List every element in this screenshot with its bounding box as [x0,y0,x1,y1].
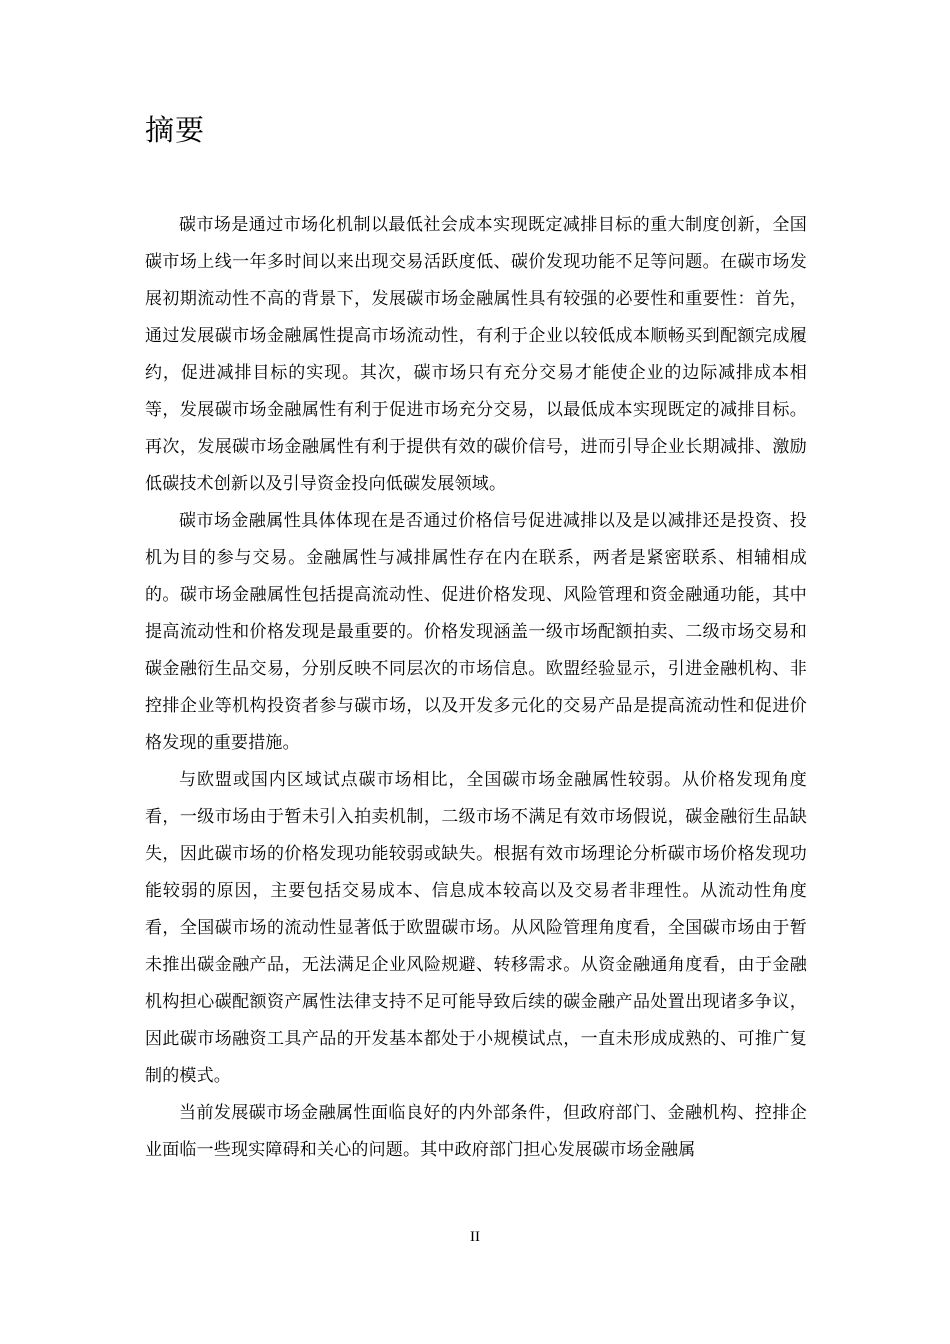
paragraph-3: 与欧盟或国内区域试点碳市场相比，全国碳市场金融属性较弱。从价格发现角度看，一级市场由于暂未引入拍卖机制，二级市场不满足有效市场假说，碳金融衍生品缺失，因此碳市场的价格发现功能较弱或缺失。根据有效市场理论分析碳市场价格发现功能较弱的原因，主要包括交易成本、信息成本较高以及交易者非理性。从流动性角度看，全国碳市场的流动性显著低于欧盟碳市场。从风险管理角度看，全国碳市场由于暂未推出碳金融产品，无法满足企业风险规避、转移需求。从资金融通角度看，由于金融机构担心碳配额资产属性法律支持不足可能导致后续的碳金融产品处置出现诸多争议，因此碳市场融资工具产品的开发基本都处于小规模试点，一直未形成成熟的、可推广复制的模式。 [145,770,807,1086]
paragraph-4: 当前发展碳市场金融属性面临良好的内外部条件，但政府部门、金融机构、控排企业面临一些现实障碍和关心的问题。其中政府部门担心发展碳市场金融属 [145,1103,807,1160]
paragraph-2: 碳市场金融属性具体体现在是否通过价格信号促进减排以及是以减排还是投资、投机为目的参与交易。金融属性与减排属性存在内在联系，两者是紧密联系、相辅相成的。碳市场金融属性包括提高流动性、促进价格发现、风险管理和资金融通功能，其中提高流动性和价格发现是最重要的。价格发现涵盖一级市场配额拍卖、二级市场交易和碳金融衍生品交易，分别反映不同层次的市场信息。欧盟经验显示，引进金融机构、非控排企业等机构投资者参与碳市场，以及开发多元化的交易产品是提高流动性和促进价格发现的重要措施。 [145,511,807,753]
abstract-body [145,207,807,1169]
page-title: 摘要 [145,113,206,147]
page-number: II [470,1229,480,1245]
paragraph-1: 碳市场是通过市场化机制以最低社会成本实现既定减排目标的重大制度创新，全国碳市场上线一年多时间以来出现交易活跃度低、碳价发现功能不足等问题。在碳市场发展初期流动性不高的背景下，发展碳市场金融属性具有较强的必要性和重要性：首先，通过发展碳市场金融属性提高市场流动性，有利于企业以较低成本顺畅买到配额完成履约，促进减排目标的实现。其次，碳市场只有充分交易才能使企业的边际减排成本相等，发展碳市场金融属性有利于促进市场充分交易，以最低成本实现既定的减排目标。再次，发展碳市场金融属性有利于提供有效的碳价信号，进而引导企业长期减排、激励低碳技术创新以及引导资金投向低碳发展领域。 [145,215,807,494]
